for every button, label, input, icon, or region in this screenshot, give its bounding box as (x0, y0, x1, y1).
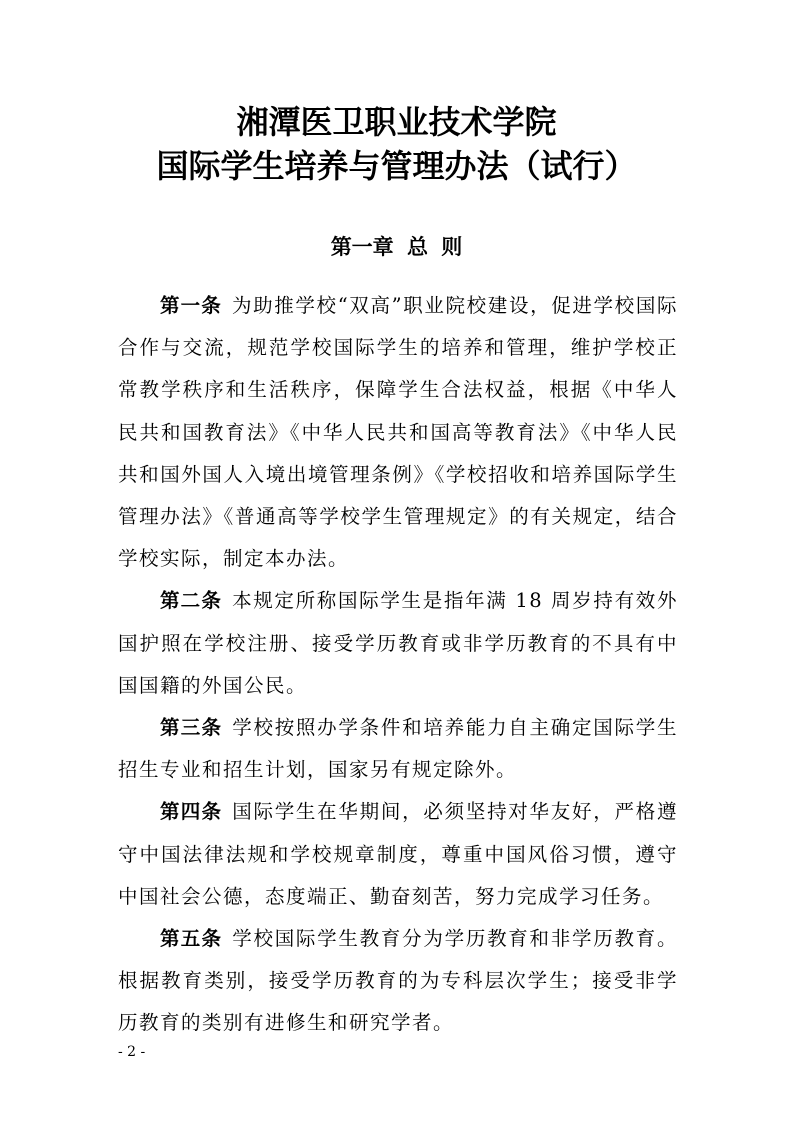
article-2 (118, 580, 678, 707)
article-2-label: 第二条 (160, 589, 223, 613)
document-body (118, 285, 678, 1045)
article-1-label: 第一条 (160, 294, 222, 317)
article-5 (118, 918, 678, 1045)
article-1 (118, 285, 678, 580)
article-5-label: 第五条 (160, 927, 223, 951)
document-title-line2: 国际学生培养与管理办法（试行） (156, 147, 637, 185)
article-4-label: 第四条 (160, 800, 223, 824)
chapter-heading: 第一章 总 则 (330, 235, 463, 259)
page-number: - 2 - (118, 1044, 146, 1060)
article-2-text: 本规定所称国际学生是指年满 18 周岁持有效外国护照在学校注册、接受学历教育或非学历教育的不具有中国国籍的外国公民。 (118, 589, 678, 697)
article-3-text: 学校按照办学条件和培养能力自主确定国际学生招生专业和招生计划，国家另有规定除外。 (118, 716, 678, 782)
article-3-label: 第三条 (160, 716, 223, 740)
document-title-line1: 湘潭医卫职业技术学院 (236, 103, 557, 141)
article-5-text: 学校国际学生教育分为学历教育和非学历教育。根据教育类别，接受学历教育的为专科层次学生；接受非学历教育的类别有进修生和研究学者。 (118, 927, 678, 1035)
article-1-text: 为助推学校“双高”职业院校建设，促进学校国际合作与交流，规范学校国际学生的培养和管理，维护学校正常教学秩序和生活秩序，保障学生合法权益，根据《中华人民共和国教育法》《中华人民共和国高等教育法》《中华人民共和国外国人入境出境管理条例》《学校招收和培养国际学生管理办法》《普通高等学校学生管理规定》的有关规定，结合学校实际，制定本办法。 (118, 294, 678, 571)
article-3 (118, 707, 678, 791)
article-4 (118, 791, 678, 918)
article-4-text: 国际学生在华期间，必须坚持对华友好，严格遵守中国法律法规和学校规章制度，尊重中国风俗习惯，遵守中国社会公德，态度端正、勤奋刻苦，努力完成学习任务。 (118, 800, 678, 908)
